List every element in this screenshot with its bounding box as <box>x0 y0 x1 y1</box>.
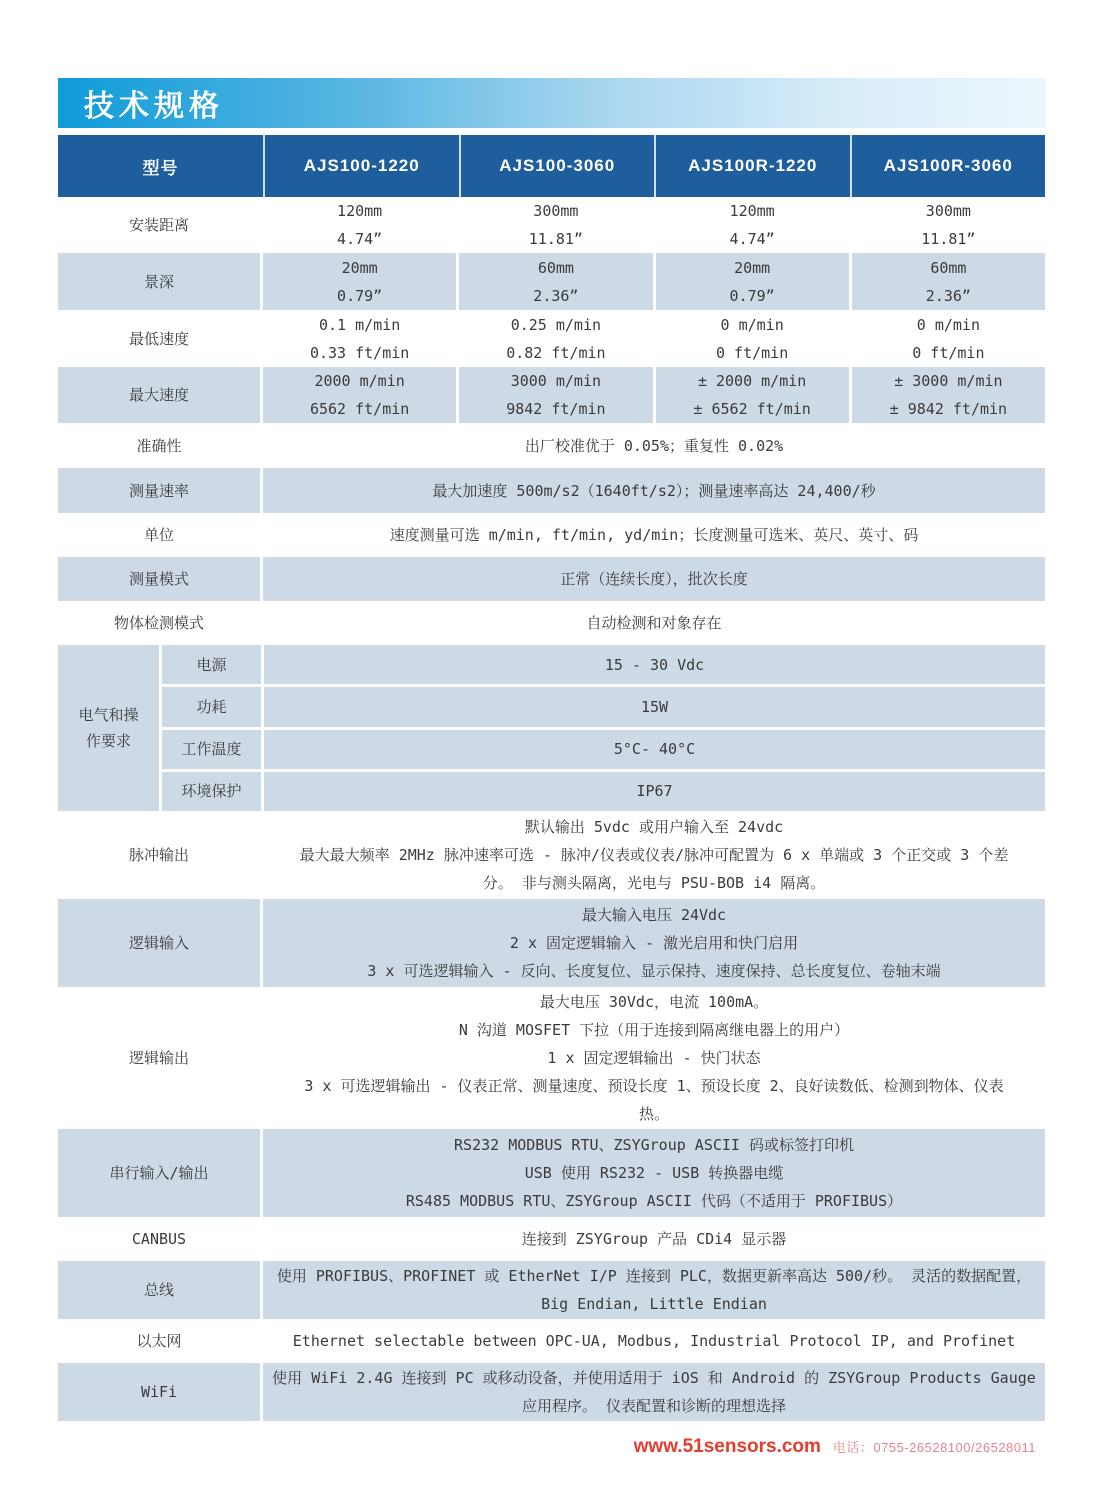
table-header-row <box>58 135 1045 197</box>
sub-row-value-text: IP67 <box>636 782 673 801</box>
value-line: 300mm <box>925 202 971 220</box>
value-line: 自动检测和对象存在 <box>586 614 722 632</box>
value-cell <box>263 987 1045 1129</box>
group-label <box>58 645 159 811</box>
table-row <box>58 310 1045 367</box>
row-label <box>58 1319 260 1363</box>
section-banner <box>58 78 1045 128</box>
value-line: 热。 <box>638 1105 669 1123</box>
row-label <box>58 1217 260 1261</box>
table-row <box>58 1129 1045 1217</box>
row-label-text: WiFi <box>140 1383 178 1401</box>
value-line: 应用程序。 仪表配置和诊断的理想选择 <box>521 1397 787 1415</box>
value-cell <box>263 253 456 310</box>
sub-row-label <box>162 730 261 769</box>
value-line: 300mm <box>533 202 579 220</box>
table-row <box>58 1363 1045 1421</box>
header-cell-model-label: 型号 <box>142 158 179 178</box>
row-label-text: 安装距离 <box>128 216 189 234</box>
sub-row-label-text: 功耗 <box>196 697 227 716</box>
value-cell <box>263 310 456 367</box>
row-label-text: 测量模式 <box>128 570 189 588</box>
table-row <box>58 468 1045 513</box>
value-line: 0.1 m/min <box>318 315 401 334</box>
header-cell-model-2: AJS100R-1220 <box>654 135 850 197</box>
sub-row-label-text: 环境保护 <box>181 782 242 801</box>
header-cell-model-1: AJS100-3060 <box>459 135 655 197</box>
row-label <box>58 601 260 645</box>
value-line: ± 3000 m/min <box>894 372 1003 390</box>
value-line: 120mm <box>337 202 383 220</box>
header-cell-model-0: AJS100-1220 <box>263 135 459 197</box>
value-cell <box>852 253 1045 310</box>
table-row <box>58 987 1045 1129</box>
value-cell <box>852 310 1045 367</box>
value-cell <box>263 468 1045 513</box>
table-row <box>58 1261 1045 1319</box>
value-line: 3000 m/min <box>510 372 602 390</box>
value-line: 0 m/min <box>916 315 980 334</box>
sub-row-value <box>264 730 1045 769</box>
value-line: 最大加速度 500m/s2（1640ft/s2）；测量速率高达 24,400/秒 <box>432 481 876 500</box>
value-line: 0.33 ft/min <box>309 343 410 362</box>
value-cell <box>656 197 849 253</box>
spec-table <box>58 135 1045 1421</box>
row-label <box>58 557 260 601</box>
value-cell <box>263 1363 1045 1421</box>
value-line: 3 x 可选逻辑输出 - 仪表正常、测量速度、预设长度 1、预设长度 2、良好读数低、检测到物体、仪表 <box>304 1077 1004 1095</box>
value-cell <box>852 367 1045 423</box>
table-row <box>58 811 1045 899</box>
section-title: 技术规格 <box>84 90 224 123</box>
table-row <box>58 423 1045 468</box>
sub-row <box>162 772 1045 811</box>
value-line: 使用 PROFIBUS、PROFINET 或 EtherNet I/P 连接到 PLC，数据更新率高达 500/秒。 灵活的数据配置， <box>276 1267 1032 1285</box>
value-line: 0.82 ft/min <box>506 343 606 362</box>
value-line: 使用 WiFi 2.4G 连接到 PC 或移动设备，并使用适用于 iOS 和 Android 的 ZSYGroup Products Gauge <box>272 1369 1036 1387</box>
value-line: N 沟道 MOSFET 下拉（用于连接到隔离继电器上的用户） <box>458 1021 850 1039</box>
sub-row-value-text: 15 - 30 Vdc <box>604 655 705 674</box>
value-line: 0.79” <box>729 286 775 305</box>
value-line: 分。 非与测头隔离，光电与 PSU-BOB i4 隔离。 <box>482 874 826 892</box>
value-line: 0 m/min <box>720 315 784 334</box>
value-line: Ethernet selectable between OPC-UA, Modbus, Industrial Protocol IP, and Profinet <box>292 1332 1016 1350</box>
value-line: 默认输出 5vdc 或用户输入至 24vdc <box>524 818 784 836</box>
value-line: 2.36” <box>533 286 579 305</box>
value-line: 0 ft/min <box>716 343 789 362</box>
table-row <box>58 601 1045 645</box>
value-cell <box>459 197 652 253</box>
row-label-text: 最低速度 <box>128 329 189 348</box>
value-cell <box>263 423 1045 468</box>
value-line: 最大输入电压 24Vdc <box>581 906 727 924</box>
sub-row-label <box>162 645 261 684</box>
row-label-text: 脉冲输出 <box>128 846 189 864</box>
header-cell-model-3: AJS100R-3060 <box>850 135 1046 197</box>
table-row <box>58 899 1045 987</box>
value-cell <box>656 367 849 423</box>
value-line: 11.81” <box>528 230 583 248</box>
row-label <box>58 423 260 468</box>
value-cell <box>656 310 849 367</box>
row-label <box>58 367 260 423</box>
sub-row-value <box>264 772 1045 811</box>
sub-row-value <box>264 687 1045 726</box>
value-line: 60mm <box>537 258 574 277</box>
row-label <box>58 811 260 899</box>
sub-row <box>162 645 1045 684</box>
value-line: 11.81” <box>921 230 976 248</box>
website-link[interactable]: www.51sensors.com <box>633 1436 821 1457</box>
sub-row <box>162 687 1045 726</box>
value-line: 2000 m/min <box>314 372 405 390</box>
sub-row-label-text: 工作温度 <box>181 740 242 759</box>
row-label <box>58 253 260 310</box>
value-cell <box>263 1129 1045 1217</box>
table-row <box>58 557 1045 601</box>
phone-number: 电话：0755-26528100/26528011 <box>832 1440 1036 1455</box>
value-line: 连接到 ZSYGroup 产品 CDi4 显示器 <box>521 1230 787 1248</box>
row-label <box>58 513 260 557</box>
row-label-text: 以太网 <box>136 1332 182 1350</box>
value-cell <box>263 811 1045 899</box>
value-line: 120mm <box>729 202 775 220</box>
value-line: 4.74” <box>337 230 383 248</box>
row-label <box>58 310 260 367</box>
row-label-text: CANBUS <box>131 1230 187 1248</box>
row-label-text: 景深 <box>143 272 174 291</box>
sub-row-label <box>162 772 261 811</box>
value-line: 0.25 m/min <box>510 315 602 334</box>
row-label-text: 准确性 <box>136 436 182 455</box>
value-line: RS232 MODBUS RTU、ZSYGroup ASCII 码或标签打印机 <box>454 1136 854 1154</box>
value-cell <box>263 1261 1045 1319</box>
value-line: 正常（连续长度），批次长度 <box>560 570 748 588</box>
value-line: ± 2000 m/min <box>697 372 807 390</box>
row-label <box>58 468 260 513</box>
value-line: 0 ft/min <box>912 343 985 362</box>
row-label <box>58 987 260 1129</box>
row-label <box>58 899 260 987</box>
value-cell <box>263 601 1045 645</box>
sub-row-value <box>264 645 1045 684</box>
table-row <box>58 197 1045 253</box>
row-label <box>58 197 260 253</box>
sub-row-label-text: 电源 <box>196 655 227 674</box>
value-cell <box>459 310 652 367</box>
value-line: ± 9842 ft/min <box>889 400 1008 418</box>
row-label-text: 逻辑输出 <box>128 1049 189 1067</box>
value-cell <box>263 899 1045 987</box>
value-line: 9842 ft/min <box>506 400 606 418</box>
sub-row-value-text: 5°C- 40°C <box>613 740 696 759</box>
table-row <box>58 645 1045 811</box>
sub-row-value-text: 15W <box>640 697 669 716</box>
table-row <box>58 513 1045 557</box>
row-label <box>58 1261 260 1319</box>
sub-rows <box>162 645 1045 811</box>
value-line: 20mm <box>341 258 378 277</box>
sub-row-label <box>162 687 261 726</box>
value-line: 4.74” <box>729 230 775 248</box>
value-cell <box>263 557 1045 601</box>
value-line: 0.79” <box>337 286 383 305</box>
value-line: 3 x 可选逻辑输入 - 反向、长度复位、显示保持、速度保持、总长度复位、卷轴末端 <box>367 962 941 980</box>
value-line: 出厂校准优于 0.05%；重复性 0.02% <box>524 436 784 455</box>
value-line: 1 x 固定逻辑输出 - 快门状态 <box>547 1049 761 1067</box>
value-cell <box>852 197 1045 253</box>
table-row <box>58 367 1045 423</box>
value-cell <box>263 1217 1045 1261</box>
value-line: 20mm <box>734 258 771 277</box>
row-label-text: 串行输入/输出 <box>109 1164 209 1182</box>
group-label-text: 电气和操作要求 <box>78 706 139 750</box>
value-cell <box>459 367 652 423</box>
table-row <box>58 1217 1045 1261</box>
row-label <box>58 1363 260 1421</box>
row-label-text: 总线 <box>143 1281 174 1299</box>
value-line: 60mm <box>930 258 967 277</box>
value-line: ± 6562 ft/min <box>693 400 811 418</box>
footer <box>634 1436 1036 1458</box>
value-line: USB 使用 RS232 - USB 转换器电缆 <box>524 1164 784 1182</box>
table-row <box>58 253 1045 310</box>
value-cell <box>656 253 849 310</box>
row-label-text: 最大速度 <box>128 386 189 404</box>
table-row <box>58 1319 1045 1363</box>
value-cell <box>263 197 456 253</box>
value-line: 速度测量可选 m/min, ft/min, yd/min；长度测量可选米、英尺、英寸、码 <box>389 526 919 544</box>
value-cell <box>263 367 456 423</box>
value-cell <box>263 513 1045 557</box>
value-line: 2 x 固定逻辑输入 - 激光启用和快门启用 <box>509 934 799 952</box>
row-label-text: 逻辑输入 <box>128 934 189 952</box>
value-cell <box>263 1319 1045 1363</box>
value-line: 6562 ft/min <box>309 400 410 418</box>
value-line: RS485 MODBUS RTU、ZSYGroup ASCII 代码（不适用于 PROFIBUS） <box>405 1192 903 1210</box>
row-label-text: 测量速率 <box>128 481 189 500</box>
row-label-text: 物体检测模式 <box>113 614 204 632</box>
row-label-text: 单位 <box>143 526 174 544</box>
value-line: 最大电压 30Vdc，电流 100mA。 <box>539 993 769 1011</box>
value-line: 最大最大频率 2MHz 脉冲速率可选 - 脉冲/仪表或仪表/脉冲可配置为 6 x 单端或 3 个正交或 3 个差 <box>299 846 1009 864</box>
row-label <box>58 1129 260 1217</box>
value-cell <box>459 253 652 310</box>
value-line: 2.36” <box>925 286 971 305</box>
value-line: Big Endian, Little Endian <box>541 1295 767 1313</box>
sub-row <box>162 730 1045 769</box>
